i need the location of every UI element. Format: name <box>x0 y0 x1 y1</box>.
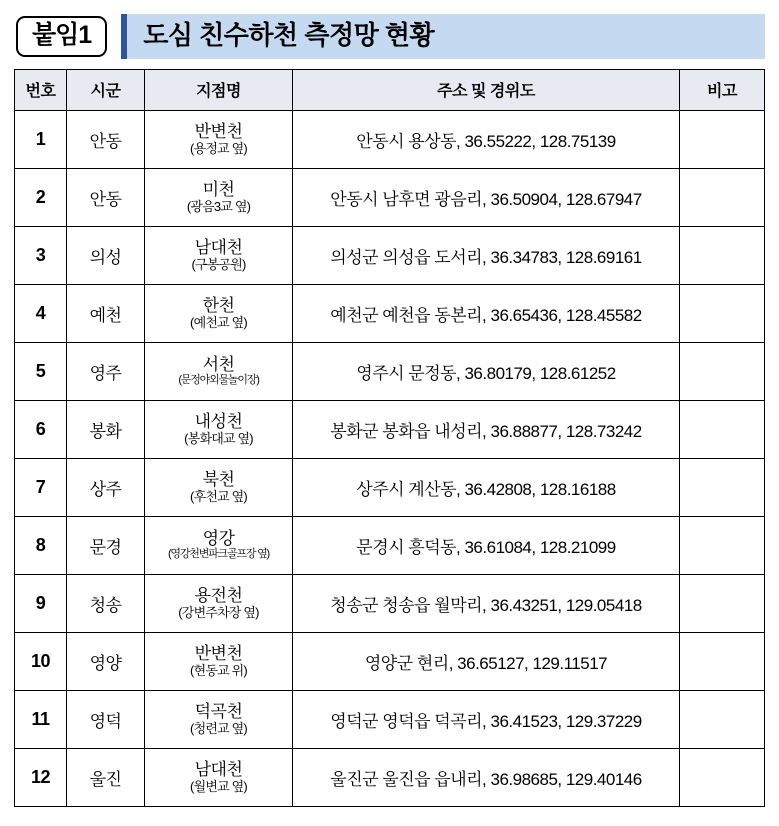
cell-city: 울진 <box>67 748 145 806</box>
cell-note <box>680 690 765 748</box>
cell-point <box>145 342 293 400</box>
cell-point <box>145 168 293 226</box>
cell-point <box>145 574 293 632</box>
point-name: 내성천 <box>194 411 243 431</box>
cell-city: 의성 <box>67 226 145 284</box>
point-name: 용전천 <box>194 585 243 605</box>
cell-address: 봉화군 봉화읍 내성리, 36.88877, 128.73242 <box>293 400 680 458</box>
cell-no: 11 <box>15 690 67 748</box>
point-sub: (청련교 옆) <box>190 721 247 737</box>
cell-note <box>680 632 765 690</box>
point-name: 남대천 <box>194 759 243 779</box>
cell-address: 안동시 남후면 광음리, 36.50904, 128.67947 <box>293 168 680 226</box>
point-name: 덕곡천 <box>194 701 243 721</box>
column-header-note: 비고 <box>680 69 765 110</box>
table-row <box>15 342 765 400</box>
table-row <box>15 226 765 284</box>
cell-point <box>145 632 293 690</box>
cell-point <box>145 690 293 748</box>
cell-address: 안동시 용상동, 36.55222, 128.75139 <box>293 110 680 168</box>
cell-city: 청송 <box>67 574 145 632</box>
point-name: 남대천 <box>194 237 243 257</box>
cell-point <box>145 748 293 806</box>
table-row <box>15 574 765 632</box>
column-header-no: 번호 <box>15 69 67 110</box>
table-row <box>15 168 765 226</box>
table-body <box>15 110 765 806</box>
cell-city: 영주 <box>67 342 145 400</box>
point-sub: (후천교 옆) <box>190 489 247 505</box>
point-name: 반변천 <box>194 643 243 663</box>
cell-point <box>145 284 293 342</box>
cell-no: 5 <box>15 342 67 400</box>
column-header-city: 시군 <box>67 69 145 110</box>
cell-address: 문경시 흥덕동, 36.61084, 128.21099 <box>293 516 680 574</box>
point-name: 한천 <box>202 295 235 315</box>
table-row <box>15 400 765 458</box>
cell-city: 봉화 <box>67 400 145 458</box>
cell-city: 영덕 <box>67 690 145 748</box>
point-name: 미천 <box>202 179 235 199</box>
cell-no: 7 <box>15 458 67 516</box>
cell-note <box>680 226 765 284</box>
table-header-row <box>15 69 765 110</box>
cell-note <box>680 400 765 458</box>
cell-point <box>145 110 293 168</box>
measurement-network-table <box>14 69 765 807</box>
point-sub: (문정야외물놀이장) <box>178 374 259 387</box>
cell-note <box>680 342 765 400</box>
attachment-badge: 붙임1 <box>16 16 107 57</box>
cell-note <box>680 458 765 516</box>
point-name: 서천 <box>202 354 235 374</box>
cell-no: 6 <box>15 400 67 458</box>
cell-city: 안동 <box>67 110 145 168</box>
cell-address: 영주시 문정동, 36.80179, 128.61252 <box>293 342 680 400</box>
cell-point <box>145 400 293 458</box>
point-sub: (용정교 옆) <box>190 141 247 157</box>
page-title: 도심 친수하천 측정망 현황 <box>121 14 765 59</box>
table-row <box>15 110 765 168</box>
cell-no: 12 <box>15 748 67 806</box>
cell-address: 상주시 계산동, 36.42808, 128.16188 <box>293 458 680 516</box>
point-name: 영강 <box>202 528 235 548</box>
cell-point <box>145 458 293 516</box>
cell-address: 울진군 울진읍 읍내리, 36.98685, 129.40146 <box>293 748 680 806</box>
table-row <box>15 690 765 748</box>
cell-note <box>680 168 765 226</box>
cell-city: 문경 <box>67 516 145 574</box>
cell-no: 2 <box>15 168 67 226</box>
point-sub: (광음3교 옆) <box>186 199 251 215</box>
cell-address: 청송군 청송읍 월막리, 36.43251, 129.05418 <box>293 574 680 632</box>
cell-city: 상주 <box>67 458 145 516</box>
cell-city: 안동 <box>67 168 145 226</box>
table-row <box>15 458 765 516</box>
point-sub: (예천교 옆) <box>190 315 247 331</box>
table-header <box>15 69 765 110</box>
column-header-address: 주소 및 경위도 <box>293 69 680 110</box>
cell-note <box>680 110 765 168</box>
table-row <box>15 284 765 342</box>
cell-note <box>680 748 765 806</box>
cell-note <box>680 284 765 342</box>
point-sub: (현동교 위) <box>190 663 247 679</box>
cell-no: 9 <box>15 574 67 632</box>
point-sub: (구봉공원) <box>191 257 246 273</box>
point-sub: (월변교 옆) <box>190 779 247 795</box>
document-header <box>16 14 765 59</box>
cell-address: 영양군 현리, 36.65127, 129.11517 <box>293 632 680 690</box>
cell-no: 1 <box>15 110 67 168</box>
point-name: 북천 <box>202 469 235 489</box>
cell-address: 영덕군 영덕읍 덕곡리, 36.41523, 129.37229 <box>293 690 680 748</box>
cell-no: 8 <box>15 516 67 574</box>
cell-address: 의성군 의성읍 도서리, 36.34783, 128.69161 <box>293 226 680 284</box>
cell-no: 10 <box>15 632 67 690</box>
table-row <box>15 748 765 806</box>
cell-point <box>145 516 293 574</box>
point-sub: (강변주차장 옆) <box>178 605 259 621</box>
cell-no: 3 <box>15 226 67 284</box>
cell-no: 4 <box>15 284 67 342</box>
table-row <box>15 516 765 574</box>
cell-address: 예천군 예천읍 동본리, 36.65436, 128.45582 <box>293 284 680 342</box>
cell-city: 영양 <box>67 632 145 690</box>
point-sub: (영강천변파크골프장 옆) <box>167 548 270 561</box>
cell-point <box>145 226 293 284</box>
table-row <box>15 632 765 690</box>
cell-note <box>680 574 765 632</box>
column-header-point: 지점명 <box>145 69 293 110</box>
point-sub: (봉화대교 옆) <box>184 431 253 447</box>
cell-note <box>680 516 765 574</box>
cell-city: 예천 <box>67 284 145 342</box>
point-name: 반변천 <box>194 121 243 141</box>
